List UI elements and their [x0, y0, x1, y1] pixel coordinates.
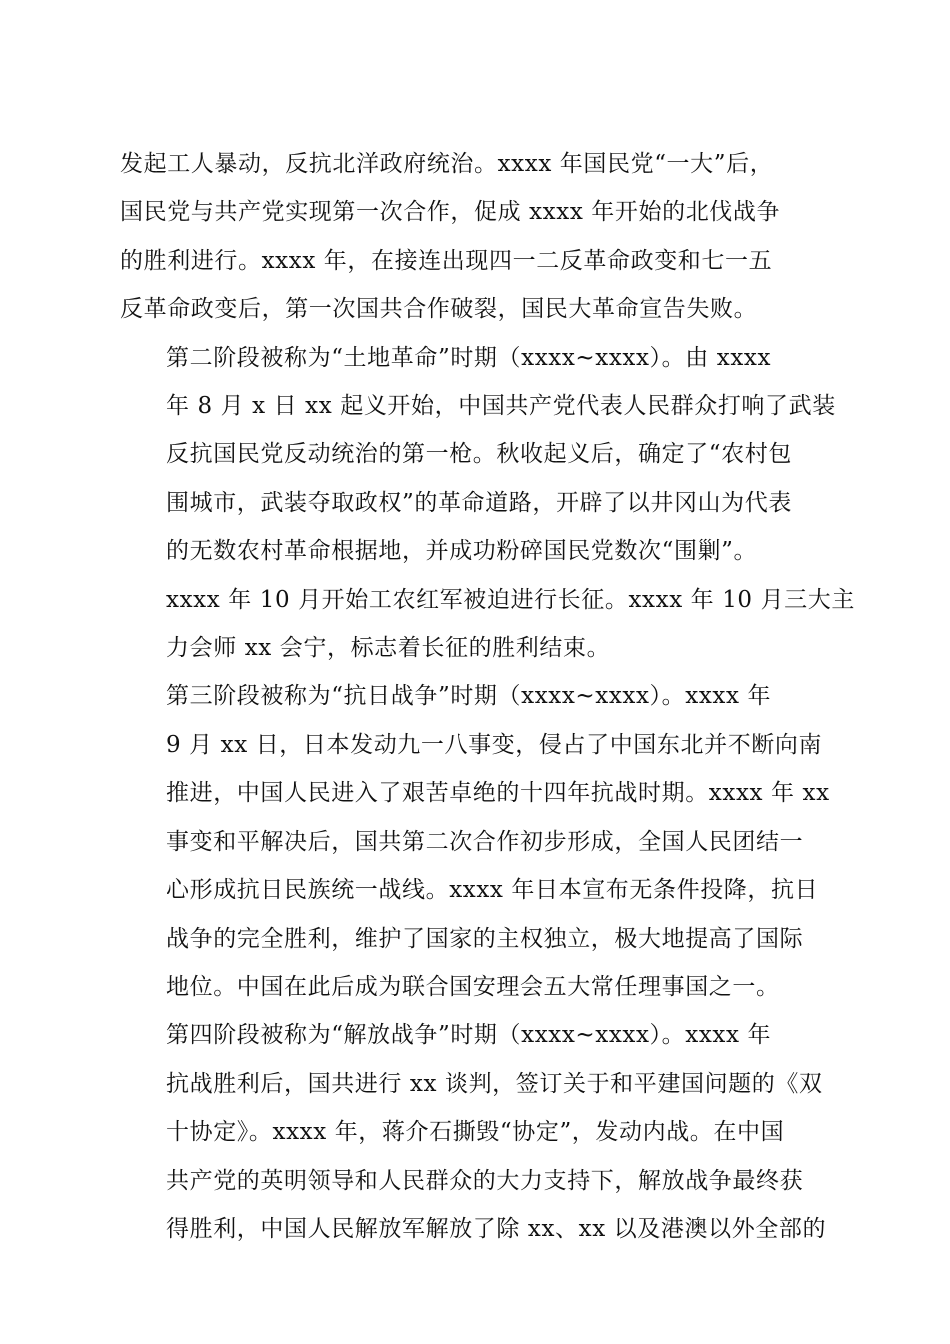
text-line: 得胜利，中国人民解放军解放了除 xx、xx 以及港澳以外全部的 [166, 1215, 827, 1242]
text-line: 9 月 xx 日，日本发动九一八事变，侵占了中国东北并不断向南 [166, 731, 823, 758]
text-line: 推进，中国人民进入了艰苦卓绝的十四年抗战时期。xxxx 年 xx [166, 780, 830, 807]
text-line: 心形成抗日民族统一战线。xxxx 年日本宣布无条件投降，抗日 [166, 877, 819, 904]
text-line: xxxx 年 10 月开始工农红军被迫进行长征。xxxx 年 10 月三大主 [166, 586, 855, 613]
text-line: 地位。中国在此后成为联合国安理会五大常任理事国之一。 [166, 973, 780, 1000]
text-line: 抗战胜利后，国共进行 xx 谈判，签订关于和平建国问题的《双 [166, 1070, 823, 1097]
text-line: 战争的完全胜利，维护了国家的主权独立，极大地提高了国际 [166, 925, 804, 952]
text-line: 发起工人暴动，反抗北洋政府统治。xxxx 年国民党“一大”后， [120, 151, 774, 177]
text-line: 事变和平解决后，国共第二次合作初步形成，全国人民团结一 [166, 828, 804, 855]
paragraph-1 [120, 140, 830, 334]
text-line: 国民党与共产党实现第一次合作，促成 xxxx 年开始的北伐战争 [120, 199, 781, 226]
text-line: 年 8 月 x 日 xx 起义开始，中国共产党代表人民群众打响了武装 [166, 393, 836, 420]
text-line: 的胜利进行。xxxx 年，在接连出现四一二反革命政变和七一五 [120, 247, 773, 274]
paragraph-2 [120, 334, 855, 673]
text-line: 第四阶段被称为“解放战争”时期（xxxx~xxxx）。xxxx 年 [166, 1022, 772, 1049]
text-line: 力会师 xx 会宁，标志着长征的胜利结束。 [166, 635, 611, 662]
text-line: 反抗国民党反动统治的第一枪。秋收起义后，确定了“农村包 [166, 441, 792, 468]
text-line: 第三阶段被称为“抗日战争”时期（xxxx~xxxx）。xxxx 年 [166, 683, 772, 710]
text-line: 十协定》。xxxx 年，蒋介石撕毁“协定”，发动内战。在中国 [166, 1119, 785, 1146]
text-line: 围城市，武装夺取政权”的革命道路，开辟了以井冈山为代表 [166, 489, 792, 516]
text-line: 反革命政变后，第一次国共合作破裂，国民大革命宣告失败。 [120, 296, 758, 323]
paragraph-3 [120, 672, 830, 1011]
text-line: 的无数农村革命根据地，并成功粉碎国民党数次“围剿”。 [166, 538, 758, 565]
text-line: 共产党的英明领导和人民群众的大力支持下，解放战争最终获 [166, 1167, 804, 1194]
paragraph-4 [120, 1011, 830, 1253]
text-line: 第二阶段被称为“土地革命”时期（xxxx~xxxx）。由 xxxx [166, 344, 772, 371]
document-body [120, 140, 855, 1253]
